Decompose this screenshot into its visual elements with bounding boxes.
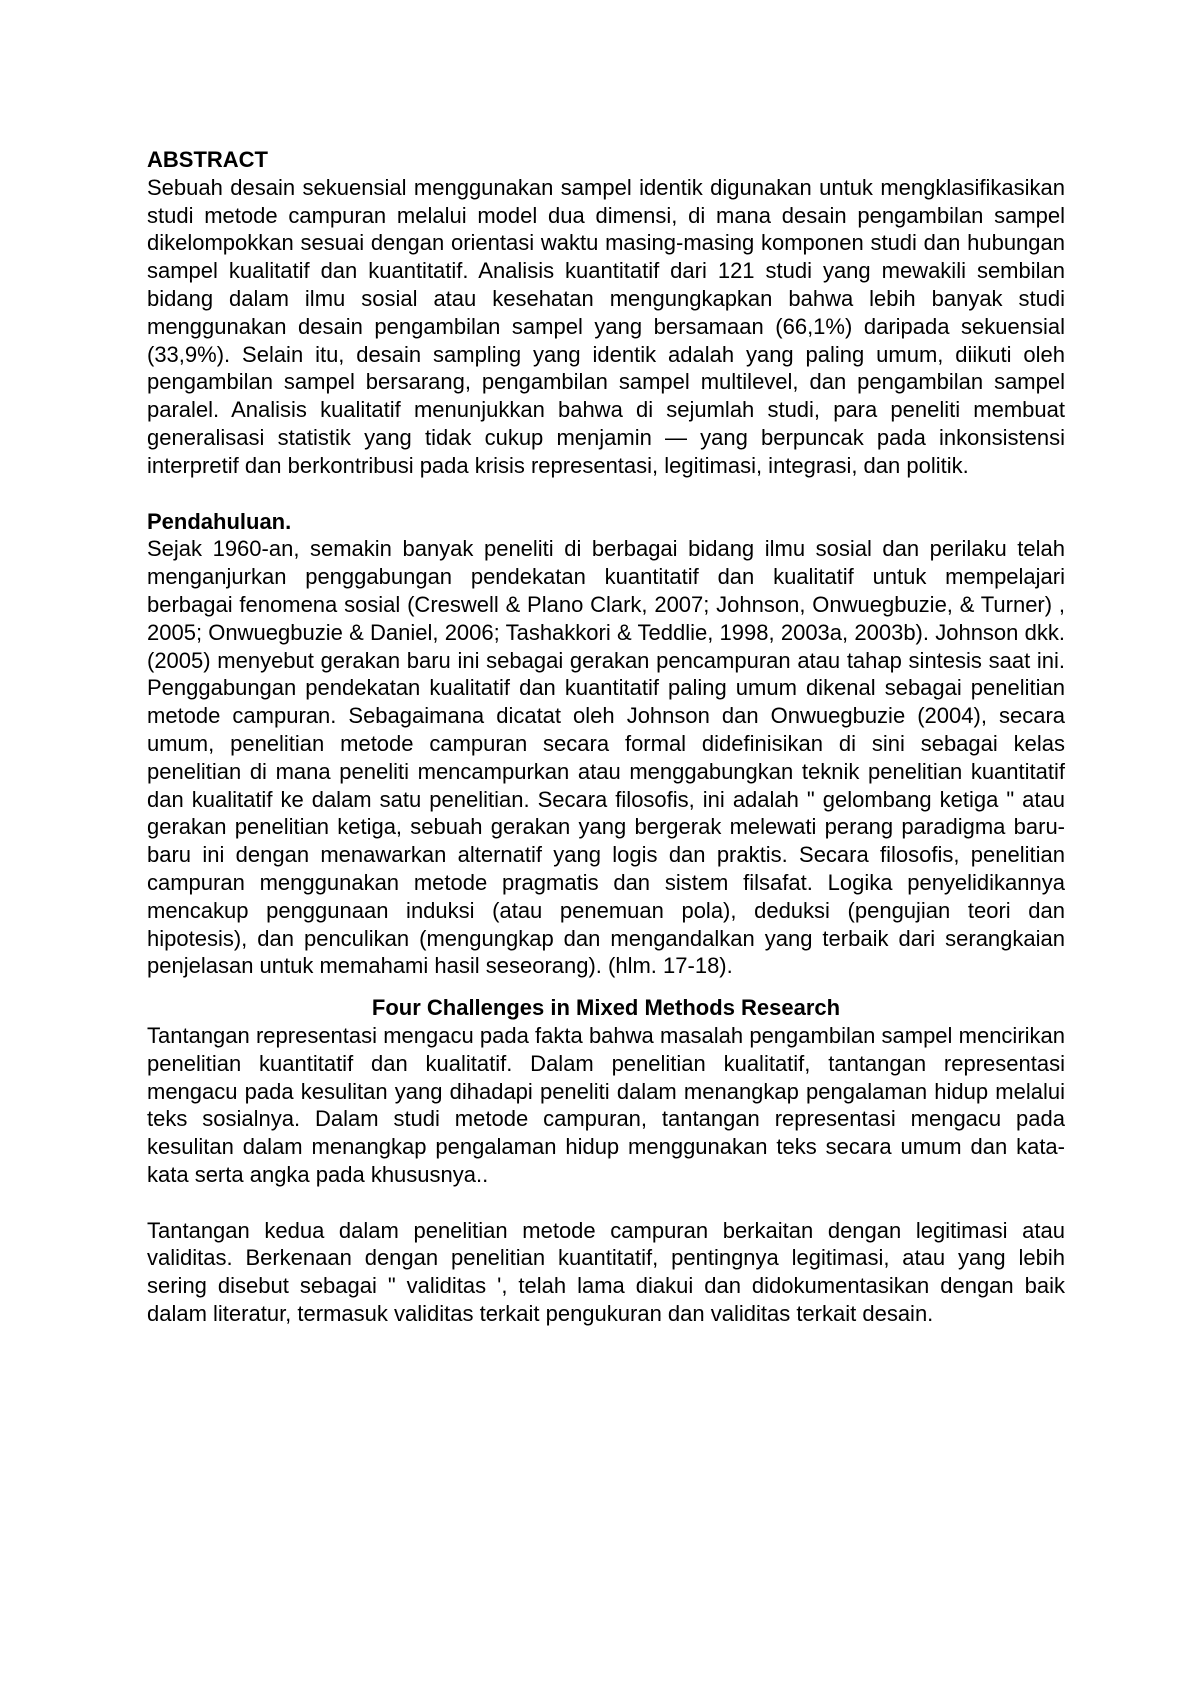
challenges-paragraph-2: Tantangan kedua dalam penelitian metode campuran berkaitan dengan legitimasi atau validitas. Berkenaan dengan penelitian kuantitatif, pentingnya legitimasi, atau yang lebih sering disebut sebagai " validitas ', telah lama diakui dan didokumentasikan dengan baik dalam literatur, termasuk validitas terkait pengukuran dan validitas terkait desain.	[147, 1217, 1065, 1327]
paragraph-gap	[147, 1189, 1065, 1217]
section-gap	[147, 980, 1065, 994]
challenges-heading: Four Challenges in Mixed Methods Research	[371, 995, 841, 1021]
introduction-body: Sejak 1960-an, semakin banyak peneliti di berbagai bidang ilmu sosial dan perilaku telah menganjurkan penggabungan pendekatan kuantitatif dan kualitatif untuk mempelajari berbagai fenomena sosial (Creswell & Plano Clark, 2007; Johnson, Onwuegbuzie, & Turner) , 2005; Onwuegbuzie & Daniel, 2006; Tashakkori & Teddlie, 1998, 2003a, 2003b). Johnson dkk. (2005) menyebut gerakan baru ini sebagai gerakan pencampuran atau tahap sintesis saat ini. Penggabungan pendekatan kualitatif dan kuantitatif paling umum dikenal sebagai penelitian metode campuran. Sebagaimana dicatat oleh Johnson dan Onwuegbuzie (2004), secara umum, penelitian metode campuran secara formal didefinisikan di sini sebagai kelas penelitian di mana peneliti mencampurkan atau menggabungkan teknik penelitian kuantitatif dan kualitatif ke dalam satu penelitian. Secara filosofis, ini adalah " gelombang ketiga " atau gerakan penelitian ketiga, sebuah gerakan yang bergerak melewati perang paradigma baru-baru ini dengan menawarkan alternatif yang logis dan praktis. Secara filosofis, penelitian campuran menggunakan metode pragmatis dan sistem filsafat. Logika penyelidikannya mencakup penggunaan induksi (atau penemuan pola), deduksi (pengujian teori dan hipotesis), dan penculikan (mengungkap dan mengandalkan yang terbaik dari serangkaian penjelasan untuk memahami hasil seseorang). (hlm. 17-18).	[147, 536, 1065, 979]
document-page	[147, 146, 1065, 1328]
introduction-heading: Pendahuluan.	[147, 508, 292, 534]
abstract-heading: ABSTRACT	[147, 147, 268, 172]
abstract-body: Sebuah desain sekuensial menggunakan sampel identik digunakan untuk mengklasifikasikan studi metode campuran melalui model dua dimensi, di mana desain pengambilan sampel dikelompokkan sesuai dengan orientasi waktu masing-masing komponen studi dan hubungan sampel kualitatif dan kuantitatif. Analisis kuantitatif dari 121 studi yang mewakili sembilan bidang dalam ilmu sosial atau kesehatan mengungkapkan bahwa lebih banyak studi menggunakan desain pengambilan sampel yang bersamaan (66,1%) daripada sekuensial (33,9%). Selain itu, desain sampling yang identik adalah yang paling umum, diikuti oleh pengambilan sampel bersarang, pengambilan sampel multilevel, dan pengambilan sampel paralel. Analisis kualitatif menunjukkan bahwa di sejumlah studi, para peneliti membuat generalisasi statistik yang tidak cukup menjamin — yang berpuncak pada inkonsistensi interpretif dan berkontribusi pada krisis representasi, legitimasi, integrasi, dan politik.	[147, 174, 1065, 478]
section-gap	[147, 480, 1065, 508]
challenges-paragraph-1: Tantangan representasi mengacu pada fakta bahwa masalah pengambilan sampel mencirikan penelitian kuantitatif dan kualitatif. Dalam penelitian kualitatif, tantangan representasi mengacu pada kesulitan yang dihadapi peneliti dalam menangkap pengalaman hidup melalui teks sosialnya. Dalam studi metode campuran, tantangan representasi mengacu pada kesulitan dalam menangkap pengalaman hidup menggunakan teks secara umum dan kata-kata serta angka pada khususnya..	[147, 1022, 1065, 1187]
